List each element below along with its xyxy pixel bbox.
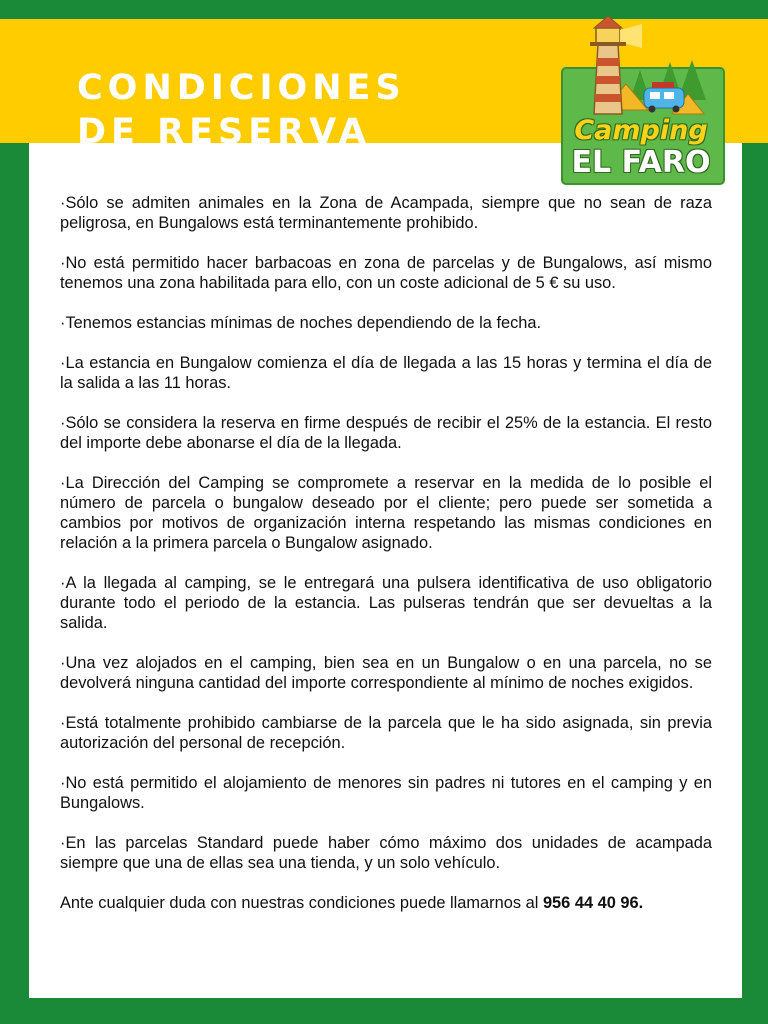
logo-text-camping: Camping: [574, 115, 708, 146]
condition-item: ·En las parcelas Standard puede haber cómo máximo dos unidades de acampada siempre que una de ellas sea una tienda, y un solo vehículo.: [60, 834, 712, 872]
camping-logo: [560, 14, 728, 186]
phone-number: 956 44 40 96.: [542, 894, 644, 912]
contact-text: Ante cualquier duda con nuestras condiciones puede llamarnos al: [60, 894, 543, 912]
title-line-2: DE RESERVA: [77, 112, 371, 152]
condition-item: ·Una vez alojados en el camping, bien sea en un Bungalow o en una parcela, no se devolverá ninguna cantidad del importe correspondiente al mínimo de noches exigidos.: [60, 654, 712, 692]
condition-item: ·Sólo se admiten animales en la Zona de Acampada, siempre que no sean de raza peligrosa, en Bungalows está terminantemente prohibido.: [60, 194, 712, 232]
condition-item: ·A la llegada al camping, se le entregará una pulsera identificativa de uso obligatorio durante todo el periodo de la estancia. Las pulseras tendrán que ser devueltas a la salida.: [60, 574, 712, 632]
condition-item: ·Sólo se considera la reserva en firme después de recibir el 25% de la estancia. El resto del importe debe abonarse el día de la llegada.: [60, 414, 712, 452]
page-title: [77, 66, 406, 154]
condition-item: ·La Dirección del Camping se compromete a reservar en la medida de lo posible el número de parcela o bungalow deseado por el cliente; pero puede ser sometida a cambios por motivos de organización interna respetando las mismas condiciones en relación a la primera parcela o Bungalow asignado.: [60, 474, 712, 552]
condition-item: ·Tenemos estancias mínimas de noches dependiendo de la fecha.: [60, 314, 542, 332]
condition-item: ·No está permitido el alojamiento de menores sin padres ni tutores en el camping y en Bungalows.: [60, 774, 712, 812]
contact-note: [60, 893, 712, 913]
condition-item: ·Está totalmente prohibido cambiarse de la parcela que le ha sido asignada, sin previa autorización del personal de recepción.: [60, 714, 712, 752]
condition-item: ·No está permitido hacer barbacoas en zona de parcelas y de Bungalows, así mismo tenemos una zona habilitada para ello, con un coste adicional de 5 € su uso.: [60, 254, 712, 292]
condition-item: ·La estancia en Bungalow comienza el día de llegada a las 15 horas y termina el día de la salida a las 11 horas.: [60, 354, 712, 392]
conditions-list: [60, 193, 712, 913]
logo-text-el-faro: EL FARO: [571, 145, 711, 180]
title-line-1: CONDICIONES: [77, 68, 406, 108]
